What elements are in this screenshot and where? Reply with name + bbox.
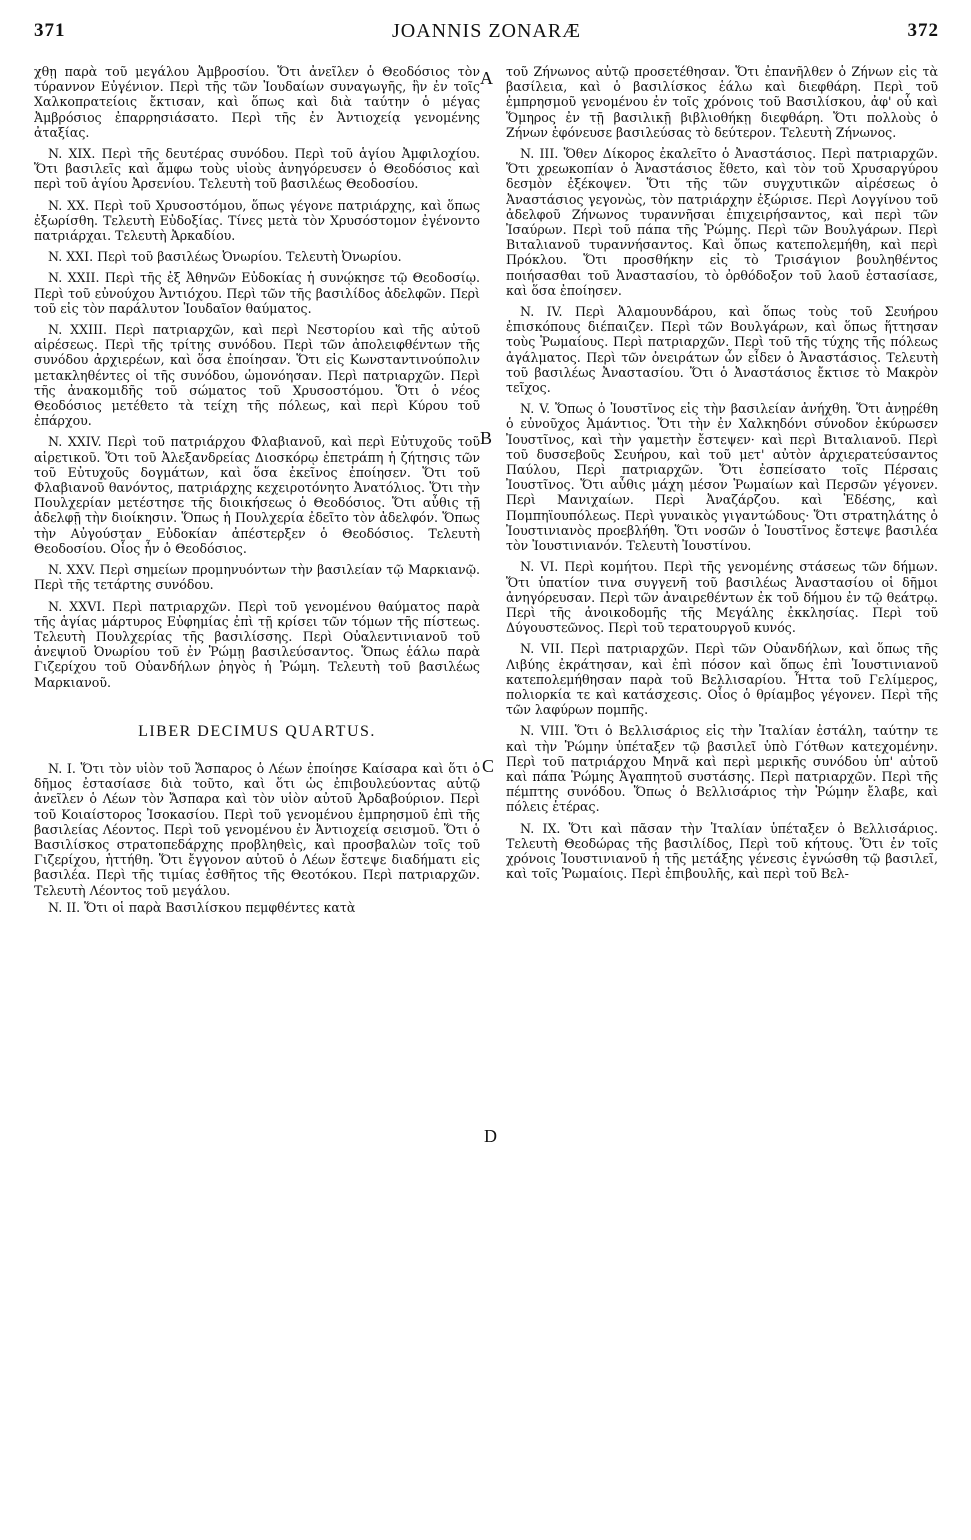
chapter-entry: N. VIII. Ὅτι ὁ Βελλισάριος εἰς τὴν Ἰταλίαν ἐστάλη, ταύτην τε καὶ τὴν Ῥώμην ὑπέταξεν τῷ βασιλεῖ ὑπὸ Γότθων κατεχομένην. Περὶ τοῦ πατριάρχου Μηνᾶ καὶ περὶ μερικῆς συνόδου ὑπ' αὐτοῦ καὶ πάπα Ῥώμης Ἀγαπητοῦ συστάσης. Περὶ πατριαρχῶν. Περὶ τῆς πέμπτης συνόδου. Ὅπως ὁ Βελλισάριος τὴν Ῥώμην ἔλαβε, καὶ πόλεις ἑτέρας. [506, 723, 938, 815]
page-number-left: 371 [34, 20, 66, 41]
paragraph: τοῦ Ζήνωνος αὐτῷ προσετέθησαν. Ὅτι ἐπανῆλθεν ὁ Ζήνων εἰς τὰ βασίλεια, καὶ ὁ βασιλίσκος ἑάλω καὶ διεφθάρη. Περὶ τοῦ ἐμπρησμοῦ γενομένου ἐν τοῖς χρόνοις τοῦ Βασιλίσκου, ἀφ' οὗ καὶ Ὅμηρος ἐν τῇ βασιλικῇ βιβλιοθήκῃ διεφθάρη. Ὅτι πολλοὺς ὁ Ζήνων ἐφόνευσε βασιλεύσας τὸ δεύτερον. Τελευτὴ Ζήνωνος. [506, 64, 938, 140]
chapter-entry: N. VI. Περὶ κομήτου. Περὶ τῆς γενομένης στάσεως τῶν δήμων. Ὅτι ὑπατίον τινα συγγενῆ τοῦ βασιλέως Ἀναστασίου οἱ δῆμοι ἀνηγόρευσαν. Περὶ τῶν ἀναιρεθέντων ἐκ τοῦ δήμου ἐν τῷ θεάτρῳ. Περὶ τῆς ἀνοικοδομῆς τῆς Μεγάλης ἐκκλησίας. Περὶ τοῦ Δύγουστεῶνος. Περὶ τοῦ τερατουργοῦ κυνός. [506, 559, 938, 636]
margin-letter-a: A [480, 68, 493, 88]
chapter-entry: N. XXIV. Περὶ τοῦ πατριάρχου Φλαβιανοῦ, καὶ περὶ Εὐτυχοῦς τοῦ αἱρετικοῦ. Ὅτι τοῦ Ἀλεξανδρείας Διοσκόρῳ ἐπετράπη ἡ ζήτησις τῶν τοῦ Εὐτυχοῦς δογμάτων, καὶ ὅσα ἐκεῖνος ἐποίησεν. Ὅτι τοῦ Φλαβιανοῦ θανόντος, πατριάρχης κεχειροτόνητο Ἀνατόλιος. Ὅτι τὴν Πουλχερίαν μετέστησε τῆς διοικήσεως ὁ Θεοδόσιος. Ὅτι αὖθις τῇ ἀδελφῇ τὴν διοίκησιν. Ὅπως ἡ Πουλχερία ἐδεῖτο τὸν ἀδελφόν. Ὅπως τὴν Αὐγούσταν Εὐδοκίαν ἀπέστερξεν ὁ Θεοδόσιος. Τελευτὴ Θεοδοσίου. Οἷος ἦν ὁ Θεοδόσιος. [34, 434, 480, 556]
chapter-entry: N. XXIII. Περὶ πατριαρχῶν, καὶ περὶ Νεστορίου καὶ τῆς αὐτοῦ αἱρέσεως. Περὶ τῆς τρίτης συνόδου. Περὶ τῶν ἀπολειφθέντων τῆς συνόδου ἀρχιερέων, καὶ ὅσα ἐποίησαν. Ὅτι εἰς Κωνσταντινούπολιν μετακληθέντες οἱ τῆς συνόδου, ὡμονόησαν. Περὶ πατριαρχῶν. Περὶ τῆς ἀνακομιδῆς τοῦ σώματος τοῦ Χρυσοστόμου. Ὅτι ὁ νέος Θεοδόσιος μετέθετο τὰ τείχη τῆς πόλεως, καὶ περὶ Κύρου τοῦ ἐπάρχου. [34, 322, 480, 429]
page-header [34, 12, 939, 52]
margin-letter-d: D [484, 1126, 497, 1146]
margin-letter-b: B [480, 428, 493, 448]
chapter-entry: N. XXV. Περὶ σημείων προμηνυόντων τὴν βασιλείαν τῷ Μαρκιανῷ. Περὶ τῆς τετάρτης συνόδου. [34, 562, 480, 593]
chapter-entry: N. XIX. Περὶ τῆς δευτέρας συνόδου. Περὶ τοῦ ἁγίου Ἀμφιλοχίου. Ὅτι βασιλεῖς καὶ ἄμφω τοὺς υἱοὺς ἀνηγόρευσεν ὁ Θεοδόσιος καὶ περὶ τοῦ ἁγίου Ἀρσενίου. Τελευτὴ τοῦ βασιλέως Θεοδοσίου. [34, 146, 480, 192]
chapter-entry: N. IV. Περὶ Ἀλαμουνδάρου, καὶ ὅπως τοὺς τοῦ Σευήρου ἐπισκόπους διέπαιζεν. Περὶ τῶν Βουλγάρων, καὶ ὅπως ἥττησαν τοὺς Ῥωμαίους. Περὶ πατριαρχῶν. Περὶ τοῦ τῆς τύχης τῆς πόλεως ἀγάλματος. Περὶ τῶν ὀνειράτων ὧν εἶδεν ὁ Ἀναστάσιος. Τελευτὴ τοῦ βασιλέως Ἀναστασίου. Ὅτι ὁ Ἀναστάσιος ἔκτισε τὸ Μακρὸν τεῖχος. [506, 304, 938, 396]
chapter-entry: N. XXVI. Περὶ πατριαρχῶν. Περὶ τοῦ γενομένου θαύματος παρὰ τῆς ἁγίας μάρτυρος Εὐφημίας ἐπὶ τῇ κρίσει τῶν τόμων τῆς πίστεως. Τελευτὴ Πουλχερίας τῆς βασιλίσσης. Περὶ Οὐαλεντινιανοῦ τοῦ ἀνεψιοῦ Ὀνωρίου τοῦ ἐν Ῥώμῃ βασιλεύσαντος. Ὅπως ἑάλω παρὰ Γιζερίχου τοῦ Οὐανδήλων ῥηγὸς ἡ Ῥώμη. Τελευτὴ τοῦ βασιλέως Μαρκιανοῦ. [34, 598, 480, 690]
chapter-entry: N. II. Ὅτι οἱ παρὰ Βασιλίσκου πεμφθέντες κατὰ [48, 899, 356, 915]
paragraph: χθῃ παρὰ τοῦ μεγάλου Ἀμβροσίου. Ὅτι ἀνεῖλεν ὁ Θεοδόσιος τὸν τύραννον Εὐγένιον. Περὶ τῆς τῶν Ἰουδαίων συναγωγῆς, ἣν ἐν τοῖς Χαλκοπρατείοις ἔκτισαν, καὶ ὅπως καὶ διὰ ταύτην ὁ μέγας Ἀμβρόσιος ἐπαρρησιάσατο. Περὶ τῆς ἐν Ἀντιοχείᾳ γενομένης ἀταξίας. [34, 64, 480, 140]
page-number-right: 372 [907, 20, 939, 41]
chapter-entry: N. XXII. Περὶ τῆς ἐξ Ἀθηνῶν Εὐδοκίας ἡ συνῴκησε τῷ Θεοδοσίῳ. Περὶ τοῦ εὐνούχου Ἀντιόχου. Περὶ τῶν τῆς βασιλίδος ἀδελφῶν. Περὶ τοῦ εἰς τὸν παράλυτον Ἰουδαῖον θαύματος. [34, 270, 480, 316]
chapter-entry: N. I. Ὅτι τὸν υἱὸν τοῦ Ἄσπαρος ὁ Λέων ἐποίησε Καίσαρα καὶ ὅτι ὁ δῆμος ἐστασίασε διὰ τοῦτο, καὶ ὅτι ὡς ἐπιβουλεύοντας αὐτῷ ἀνεῖλεν ὁ Λέων τὸν Ἄσπαρα καὶ τὸν υἱὸν αὐτοῦ Ἀρδαβούριον. Περὶ τοῦ Κοιαίστορος Ἰσοκασίου. Περὶ τοῦ γενομένου ἐμπρησμοῦ ἐπὶ τῆς βασιλείας Λέοντος. Περὶ τοῦ γενομένου ἐν Ἀντιοχείᾳ σεισμοῦ. Ὅτι ὁ Βασιλίσκος στρατοπεδάρχης προβληθεὶς, καὶ προσβαλὼν τοῖς τοῦ Γιζερίχου, ἡττήθη. Ὅτι ἔγγονον αὐτοῦ ὁ Λέων ἔστεψε διαδήματι εἰς βασιλέα. Περὶ τῆς τιμίας ἐσθῆτος τῆς Θεοτόκου. Περὶ πατριαρχῶν. Τελευτὴ Λέοντος τοῦ μεγάλου. [34, 760, 480, 898]
chapter-entry: N. XX. Περὶ τοῦ Χρυσοστόμου, ὅπως γέγονε πατριάρχης, καὶ ὅπως ἐξωρίσθη. Τελευτὴ Εὐδοξίας. Τίνες μετὰ τὸν Χρυσόστομον ἐγένοντο πατριάρχαι. Τελευτὴ Ἀρκαδίου. [34, 197, 480, 244]
chapter-entry: N. III. Ὅθεν Δίκορος ἐκαλεῖτο ὁ Ἀναστάσιος. Περὶ πατριαρχῶν. Ὅτι χρεωκοπίαν ὁ Ἀναστάσιος ἔθετο, καὶ τὸν τοῦ Χρυσαργύρου δεσμὸν ἐξέκοψεν. Ὅτι τῆς τῶν συγχυτικῶν αἱρέσεως ὁ Ἀναστάσιος γεγονὼς, τὸν πατριάρχην ἐξώρισε. Περὶ Λογγίνου τοῦ ἀδελφοῦ Ζήνωνος τυραννῆσαι ἐπιχειρήσαντος, καὶ περὶ τῶν Ἰσαύρων. Περὶ τοῦ πάπα τῆς Ῥώμης. Περὶ τῶν Βουλγάρων. Περὶ Βιταλιανοῦ τυραννήσαντος. Καὶ ὅπως κατεπολεμήθη, καὶ περὶ Πρόκλου. Ὅτι προσθήκην εἰς τὸ Τρισάγιον βουληθέντος ποιήσασθαι τοῦ Ἀναστασίου, τὸ ὀρθόδοξον τοῦ λαοῦ ἐστασίασε, καὶ ὅσα ἐποίησεν. [506, 146, 938, 298]
chapter-entry: N. XXI. Περὶ τοῦ βασιλέως Ὀνωρίου. Τελευτὴ Ὀνωρίου. [48, 249, 402, 265]
chapter-entry: N. V. Ὅπως ὁ Ἰουστῖνος εἰς τὴν βασιλείαν ἀνήχθη. Ὅτι ἀνῃρέθη ὁ εὐνοῦχος Ἀμάντιος. Ὅτι τὴν ἐν Χαλκηδόνι σύνοδον ἐκύρωσεν Ἰουστῖνος, καὶ τὴν γαμετὴν ἔστεψεν· καὶ περὶ Βιταλιανοῦ. Περὶ τοῦ δυσσεβοῦς Σευήρου, καὶ τοῦ μετ' αὐτὸν ἀρχιερατεύσαντος Παύλου, Περὶ πατριαρχῶν. Ὅτι ἐσπείσατο τοῖς Πέρσαις Ἰουστῖνος. Ὅτι αὖθις μάχη μέσον Ῥωμαίων καὶ Περσῶν γέγονεν. Περὶ Μανιχαίων. Περὶ Ἀναζάρζου. καὶ Ἐδέσης, καὶ Πομπηϊουπόλεως. Περὶ γυναικὸς γιγαντώδους· Ὅτι στρατηλάτης ὁ Ἰουστινιανὸς προεβλήθη. Ὅτι νοσῶν ὁ Ἰουστῖνος ἔστεψε βασιλέα τὸν Ἰουστινιανόν. Τελευτὴ Ἰουστίνου. [506, 401, 938, 554]
chapter-entry: N. IX. Ὅτι καὶ πᾶσαν τὴν Ἰταλίαν ὑπέταξεν ὁ Βελλισάριος. Τελευτὴ Θεοδώρας τῆς βασιλίδος, Περὶ τοῦ κήτους. Ὅτι ἐν τοῖς χρόνοις Ἰουστινιανοῦ ἡ τῆς μετάξης γένεσις ἐγνώσθη τῷ βασιλεῖ, καὶ τοῖς Ῥωμαίοις. Περὶ ἐπιβουλῆς, καὶ περὶ τοῦ Βελ- [506, 820, 938, 882]
margin-letter-c: C [482, 756, 495, 776]
book-heading: LIBER DECIMUS QUARTUS. [138, 722, 376, 740]
chapter-entry: N. VII. Περὶ πατριαρχῶν. Περὶ τῶν Οὐανδήλων, καὶ ὅπως τῆς Λιβύης ἐκράτησαν, καὶ ἐπὶ πόσον καὶ ὅπως ἐπὶ Ἰουστινιανοῦ κατεπολεμήθησαν παρὰ τοῦ Βελλισαρίου. Ἧττα τοῦ Γελίμερος, πολιορκία τε καὶ κατάσχεσις. Οἷος ὁ θρίαμβος γέγονεν. Περὶ τῆς τῶν λαφύρων πομπῆς. [506, 641, 938, 718]
right-column [506, 64, 938, 1524]
left-column [34, 64, 480, 1524]
running-title: JOANNIS ZONARÆ [391, 20, 581, 42]
